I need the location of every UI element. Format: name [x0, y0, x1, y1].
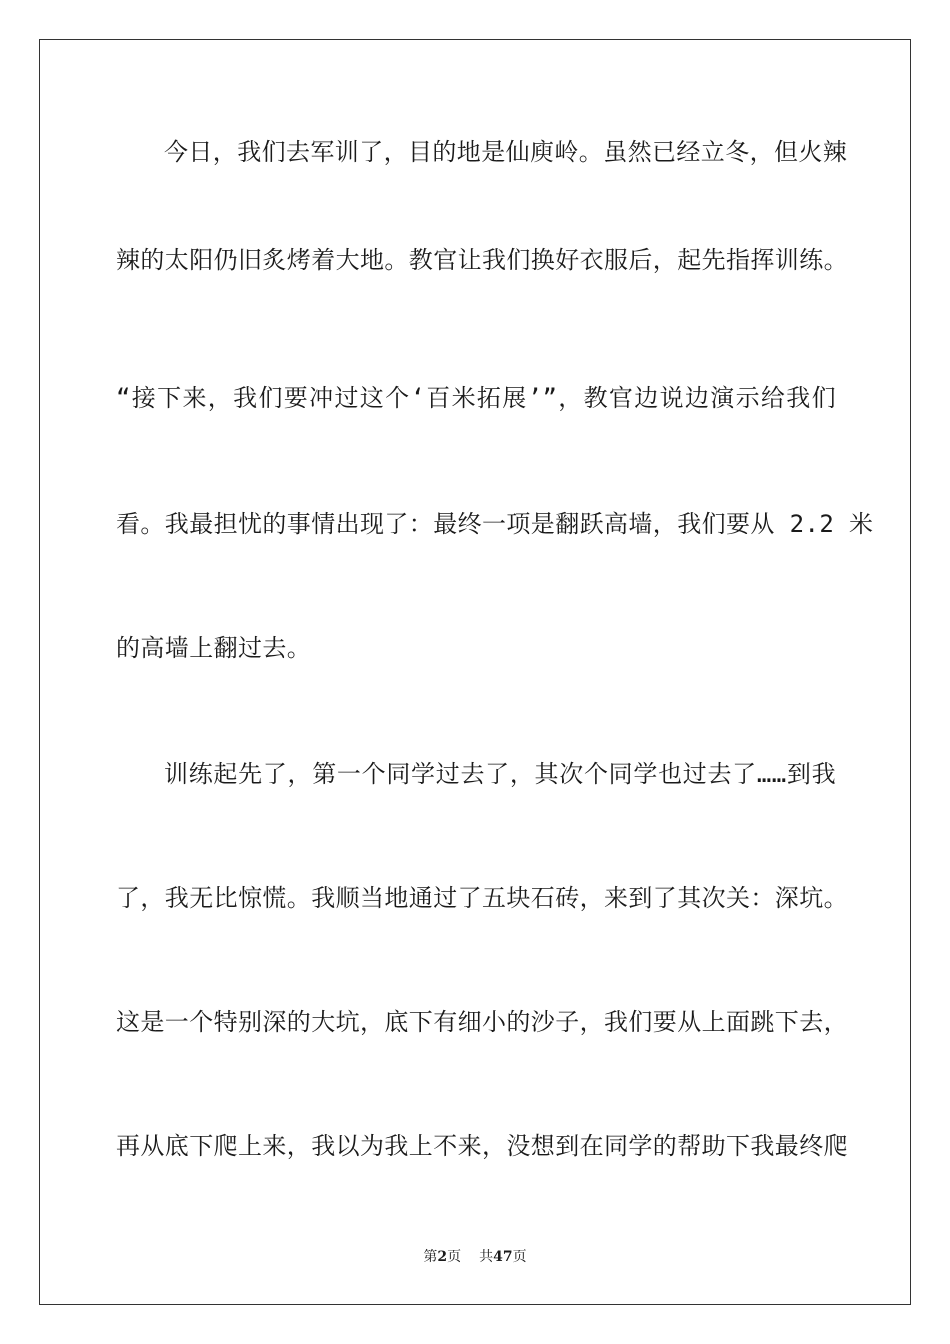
paragraph-1-line-5: 的高墙上翻过去。	[116, 634, 312, 662]
total-prefix: 共	[479, 1249, 494, 1265]
page-footer	[0, 1246, 950, 1266]
page-number: 2	[437, 1249, 448, 1265]
paragraph-1-line-4: 看。我最担忧的事情出现了：最终一项是翻跃高墙，我们要从 2.2 米	[116, 510, 874, 538]
paragraph-2-line-4: 再从底下爬上来，我以为我上不来，没想到在同学的帮助下我最终爬	[116, 1132, 848, 1160]
page-prefix: 第	[423, 1249, 438, 1265]
total-pages: 47	[493, 1249, 513, 1265]
page-suffix: 页	[447, 1249, 462, 1265]
paragraph-1-line-3: “接下来，我们要冲过这个‘百米拓展’”，教官边说边演示给我们	[116, 384, 836, 412]
paragraph-1-line-2: 辣的太阳仍旧炙烤着大地。教官让我们换好衣服后，起先指挥训练。	[116, 246, 848, 274]
paragraph-1-line-1: 今日，我们去军训了，目的地是仙庾岭。虽然已经立冬，但火辣	[164, 138, 848, 166]
paragraph-2-line-1: 训练起先了，第一个同学过去了，其次个同学也过去了……到我	[164, 760, 836, 788]
paragraph-2-line-3: 这是一个特别深的大坑，底下有细小的沙子，我们要从上面跳下去，	[116, 1008, 848, 1036]
total-suffix: 页	[512, 1249, 527, 1265]
page-border	[39, 39, 911, 1305]
paragraph-2-line-2: 了，我无比惊慌。我顺当地通过了五块石砖，来到了其次关：深坑。	[116, 884, 848, 912]
